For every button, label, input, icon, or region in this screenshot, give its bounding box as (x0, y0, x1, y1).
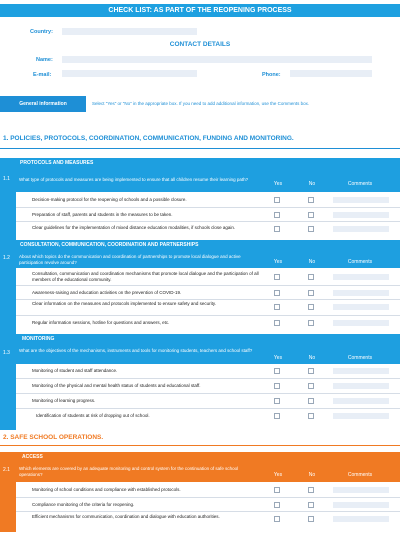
col-no-header: No (308, 181, 316, 187)
yes-checkbox[interactable] (274, 197, 280, 203)
group-1-2-sidebar (0, 268, 16, 334)
row-divider (16, 511, 400, 512)
no-checkbox[interactable] (308, 320, 314, 326)
col-comments-header: Comments (347, 181, 373, 187)
section1-title: 1. POLICIES, PROTOCOLS, COORDINATION, COMMUNICATION, FUNDING AND MONITORING. (3, 135, 294, 142)
no-checkbox[interactable] (308, 502, 314, 508)
no-checkbox[interactable] (308, 487, 314, 493)
group-1-2-band: CONSULTATION, COMMUNICATION, COORDINATION AND PARTNERSHIPS (0, 240, 400, 250)
general-information-text: Select "Yes" or "No" in the appropriate box. If you need to add additional information, use the Comments box. (92, 101, 310, 106)
item-1-3-c: Monitoring of learning progress. (32, 398, 96, 403)
yes-checkbox[interactable] (274, 290, 280, 296)
yes-checkbox[interactable] (274, 383, 280, 389)
group-1-3-band: MONITORING (16, 334, 400, 344)
group-1-3-number: 1.3 (3, 350, 10, 356)
no-checkbox[interactable] (308, 197, 314, 203)
comment-field[interactable] (333, 413, 389, 419)
phone-label: Phone: (262, 72, 281, 78)
comment-field[interactable] (333, 398, 389, 404)
name-field[interactable] (62, 56, 372, 63)
item-1-3-b: Monitoring of the physical and mental health status of students and educational staff. (32, 383, 201, 388)
yes-checkbox[interactable] (274, 226, 280, 232)
item-2-1-a: Monitoring of school conditions and compliance with established protocols. (32, 487, 181, 492)
col-yes-header: Yes (273, 259, 283, 265)
row-divider (16, 408, 400, 409)
no-checkbox[interactable] (308, 304, 314, 310)
col-no-header: No (308, 355, 316, 361)
comment-field[interactable] (333, 320, 389, 326)
group-1-2-number: 1.2 (3, 255, 10, 261)
country-field[interactable] (62, 28, 197, 35)
row-divider (16, 315, 400, 316)
group-2-1-number: 2.1 (3, 467, 10, 473)
item-1-2-c: Clear information on the measures and protocols implemented to ensure safety and security. (32, 301, 217, 306)
page-title: CHECK LIST: AS PART OF THE REOPENING PROCESS (0, 4, 400, 17)
comment-field[interactable] (333, 212, 389, 218)
col-no-header: No (308, 259, 316, 265)
col-yes-header: Yes (273, 355, 283, 361)
comment-field[interactable] (333, 487, 389, 493)
yes-checkbox[interactable] (274, 368, 280, 374)
item-1-2-b: Awareness-raising and education activities on the prevention of COVID-19. (32, 290, 182, 295)
comment-field[interactable] (333, 197, 389, 203)
group-2-1-band: ACCESS (16, 452, 400, 462)
item-1-3-a: Monitoring of student and staff attendance. (32, 368, 118, 373)
no-checkbox[interactable] (308, 398, 314, 404)
item-2-1-b: Compliance monitoring of the criteria for reopening. (32, 502, 135, 507)
item-2-1-c: Efficient mechanisms for communication, coordination and dialogue with education authorities. (32, 514, 220, 519)
yes-checkbox[interactable] (274, 320, 280, 326)
row-divider (16, 285, 400, 286)
row-divider (16, 393, 400, 394)
yes-checkbox[interactable] (274, 413, 280, 419)
comment-field[interactable] (333, 274, 389, 280)
no-checkbox[interactable] (308, 274, 314, 280)
yes-checkbox[interactable] (274, 212, 280, 218)
row-divider (16, 299, 400, 300)
col-no-header: No (308, 472, 316, 478)
comment-field[interactable] (333, 226, 389, 232)
col-comments-header: Comments (347, 472, 373, 478)
group-1-1-question: What type of protocols and measures are being implemented to ensure that all children resume their learning path? (19, 177, 249, 182)
group-1-3-question: What are the objectives of the mechanisms, instruments and tools for monitoring students, teachers and school staff? (19, 348, 253, 353)
section1-divider (0, 148, 400, 149)
group-1-1-number: 1.1 (3, 176, 10, 182)
comment-field[interactable] (333, 368, 389, 374)
comment-field[interactable] (333, 502, 389, 508)
contact-details-title: CONTACT DETAILS (169, 41, 231, 48)
group-1-1-band: PROTOCOLS AND MEASURES (16, 158, 400, 168)
yes-checkbox[interactable] (274, 502, 280, 508)
group-2-1-question: Which elements are covered by an adequate monitoring and control system for the continuation of safe school operations? (19, 466, 239, 477)
item-1-3-d: Identification of students at risk of dropping out of school. (36, 413, 150, 418)
yes-checkbox[interactable] (274, 274, 280, 280)
comment-field[interactable] (333, 383, 389, 389)
section2-divider (0, 445, 400, 446)
phone-field[interactable] (290, 70, 372, 77)
col-comments-header: Comments (347, 259, 373, 265)
col-yes-header: Yes (273, 181, 283, 187)
group-1-3-question-band (0, 344, 400, 364)
item-1-2-a: Consultation, communication and coordination mechanisms that promote local dialogue and the participation of all members of the educational community. (32, 271, 259, 282)
item-1-1-b: Preparation of staff, parents and students in the measures to be taken. (32, 212, 173, 217)
no-checkbox[interactable] (308, 383, 314, 389)
comment-field[interactable] (333, 290, 389, 296)
row-divider (16, 497, 400, 498)
email-label: E-mail: (33, 72, 52, 78)
no-checkbox[interactable] (308, 516, 314, 522)
comment-field[interactable] (333, 516, 389, 522)
row-divider (16, 378, 400, 379)
comment-field[interactable] (333, 304, 389, 310)
no-checkbox[interactable] (308, 212, 314, 218)
country-label: Country: (30, 29, 53, 35)
item-1-1-a: Decision-making protocol for the reopening of schools and a possible closure. (32, 197, 187, 202)
group-1-2-question: About which topics do the communication and coordination of partnerships to promote local dialogue and active participation revolve around? (19, 254, 241, 265)
row-divider (16, 221, 400, 222)
row-divider (16, 207, 400, 208)
email-field[interactable] (62, 70, 197, 77)
yes-checkbox[interactable] (274, 304, 280, 310)
no-checkbox[interactable] (308, 226, 314, 232)
yes-checkbox[interactable] (274, 516, 280, 522)
yes-checkbox[interactable] (274, 487, 280, 493)
item-1-2-d: Regular information sessions, hotline for questions and answers, etc. (32, 320, 170, 325)
no-checkbox[interactable] (308, 368, 314, 374)
name-label: Name: (36, 57, 53, 63)
section2-title: 2. SAFE SCHOOL OPERATIONS. (3, 434, 104, 441)
general-information-tag: General information (0, 96, 86, 112)
no-checkbox[interactable] (308, 413, 314, 419)
item-1-1-c: Clear guidelines for the implementation of mixed distance education modalities, if schools close again. (32, 225, 236, 230)
col-comments-header: Comments (347, 355, 373, 361)
no-checkbox[interactable] (308, 290, 314, 296)
yes-checkbox[interactable] (274, 398, 280, 404)
col-yes-header: Yes (273, 472, 283, 478)
